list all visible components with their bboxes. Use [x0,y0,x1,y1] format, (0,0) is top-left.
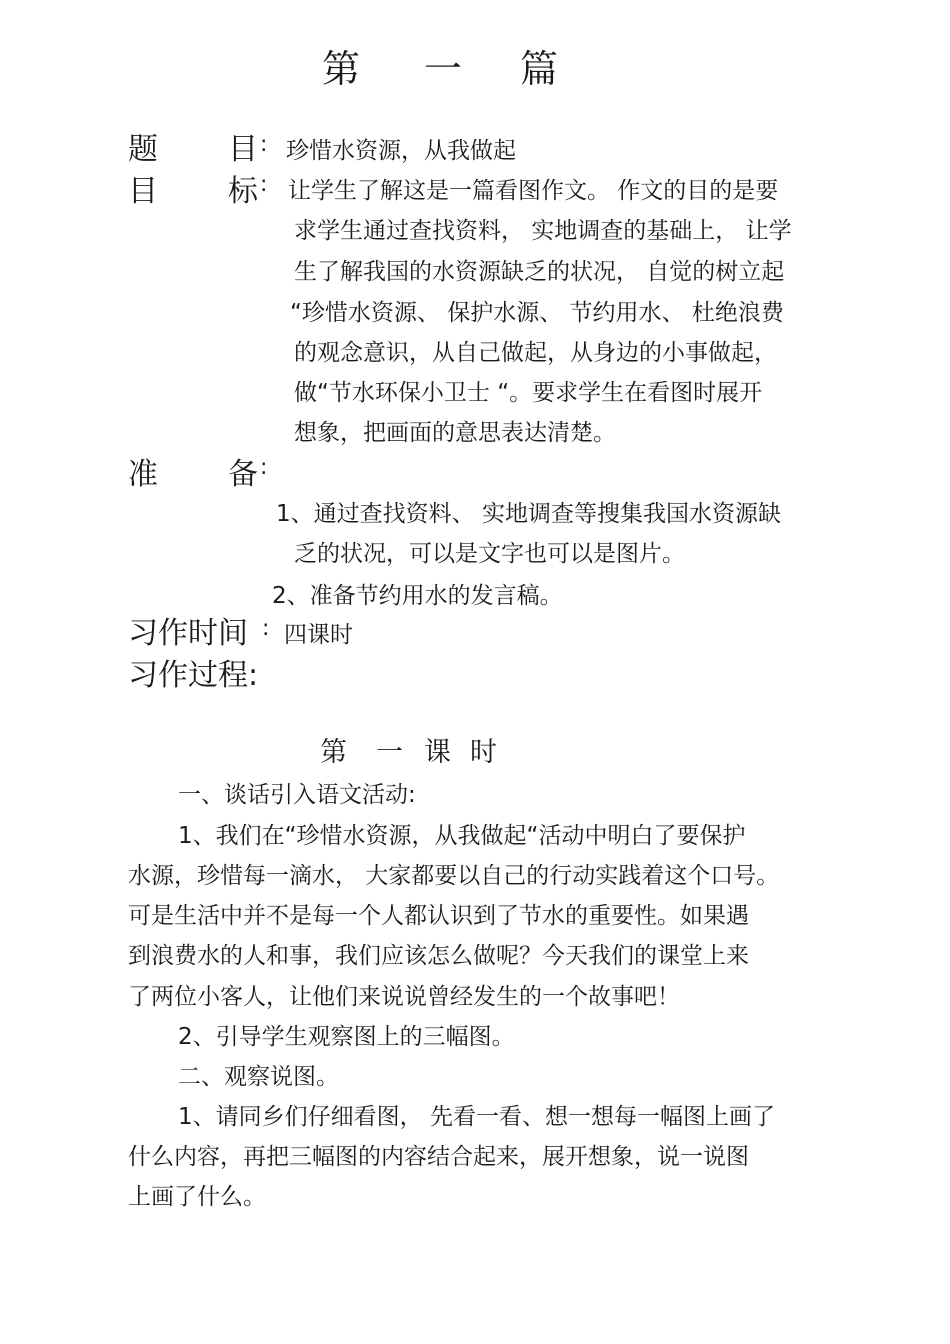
goal-line-1: 让学生了解这是一篇看图作文。 作文的目的是要 [288,178,779,204]
topic-value: 珍惜水资源，从我做起 [286,138,516,164]
prep-item-2: 2、准备节约用水的发言稿。 [272,583,563,609]
time-label: 习作时间 [128,616,248,651]
lesson-title-char-4: 时 [470,737,497,768]
topic-label-char-1: 题 [128,132,158,167]
lesson-paragraph-line-3: 可是生活中并不是每一个人都认识到了节水的重要性。如果遇 [128,903,749,929]
page-title-char-2: 一 [424,47,463,91]
lesson-observe-line-3: 上画了什么。 [128,1184,266,1210]
goal-line-6: 做“节水环保小卫士 “。要求学生在看图时展开 [294,380,763,406]
lesson-heading-1: 一、谈话引入语文活动: [178,782,416,808]
prep-label-char-1: 准 [128,457,158,492]
goal-label-char-1: 目 [128,174,158,209]
page-title-char-1: 第 [322,47,361,91]
lesson-observe-line-1: 1、请同乡们仔细看图， 先看一看、想一想每一幅图上画了 [178,1104,775,1130]
prep-item-1-cont: 乏的状况，可以是文字也可以是图片。 [294,541,685,567]
goal-label-char-2: 标 [228,174,258,209]
time-colon: : [262,616,270,641]
topic-colon: : [260,132,268,157]
goal-line-5: 的观念意识，从自己做起，从身边的小事做起， [294,340,777,366]
lesson-step-2: 2、引导学生观察图上的三幅图。 [178,1024,515,1050]
goal-line-4: “珍惜水资源、 保护水源、 节约用水、 杜绝浪费 [290,300,784,326]
topic-label-char-2: 目 [228,132,258,167]
goal-line-2: 求学生通过查找资料， 实地调查的基础上， 让学 [294,218,792,244]
goal-line-3: 生了解我国的水资源缺乏的状况， 自觉的树立起 [294,259,785,285]
lesson-heading-2: 二、观察说图。 [178,1064,339,1090]
prep-colon: : [260,455,268,480]
lesson-observe-line-2: 什么内容，再把三幅图的内容结合起来，展开想象，说一说图 [128,1144,749,1170]
time-value: 四课时 [284,622,353,648]
page-title-char-3: 篇 [520,47,559,91]
prep-label-char-2: 备 [228,457,258,492]
lesson-title-char-1: 第 [320,737,347,768]
lesson-paragraph-line-5: 了两位小客人，让他们来说说曾经发生的一个故事吧！ [128,984,680,1010]
lesson-paragraph-line-2: 水源，珍惜每一滴水， 大家都要以自己的行动实践着这个口号。 [128,863,780,889]
process-label: 习作过程: [128,658,259,693]
lesson-title-char-2: 一 [376,737,403,768]
lesson-paragraph-line-1: 1、我们在“珍惜水资源，从我做起“活动中明白了要保护 [178,823,746,849]
goal-line-7: 想象，把画面的意思表达清楚。 [294,420,616,446]
goal-colon: : [260,172,268,197]
lesson-paragraph-line-4: 到浪费水的人和事，我们应该怎么做呢？今天我们的课堂上来 [128,943,749,969]
lesson-title-char-3: 课 [424,737,451,768]
prep-item-1: 1、通过查找资料、 实地调查等搜集我国水资源缺 [276,501,781,527]
